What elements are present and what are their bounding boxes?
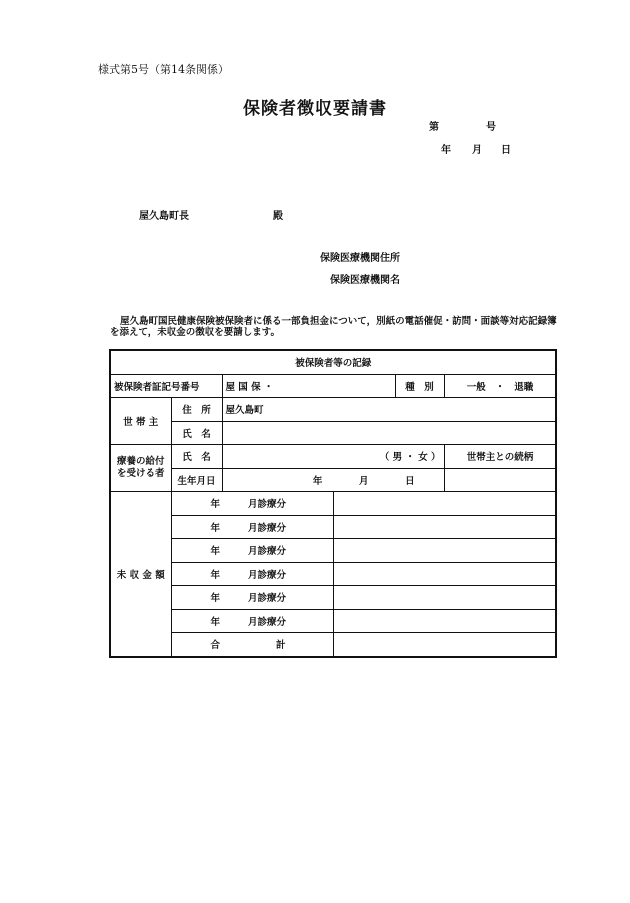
month-row: 年 月診療分 [171,586,333,610]
addressee-honorific: 殿 [273,211,283,222]
date-month: 月 [472,145,482,156]
type-label: 種 別 [395,374,444,398]
month-row: 年 月診療分 [171,609,333,633]
month-amount [333,586,556,610]
ref-dai: 第 [429,122,439,133]
addressee-name: 屋久島町長 [139,211,189,222]
month-amount [333,492,556,516]
month-row: 年 月診療分 [171,515,333,539]
sender-address-label: 保険医療機関住所 [320,253,400,264]
birth-year: 年 [312,475,323,487]
recipient-gender: （ 男 ・ 女 ） [222,445,444,469]
insured-record-table [109,349,557,658]
relation-label: 世帯主との続柄 [444,445,556,469]
ref-go: 号 [486,122,496,133]
month-row: 年 月診療分 [171,539,333,563]
householder-address-label: 住 所 [171,398,222,422]
date-year: 年 [441,145,451,156]
unpaid-amount-label: 未 収 金 額 [110,492,171,657]
month-row: 年 月診療分 [171,562,333,586]
month-amount [333,562,556,586]
date-day: 日 [501,145,511,156]
birth-date-label: 生年月日 [171,468,222,492]
month-row: 年 月診療分 [171,492,333,516]
householder-label: 世 帯 主 [110,398,171,445]
householder-name-label: 氏 名 [171,421,222,445]
total-amount [333,633,556,657]
birth-month: 月 [358,475,369,487]
table-header: 被保険者等の記録 [110,350,556,374]
recipient-name-label: 氏 名 [171,445,222,469]
sender-name-label: 保険医療機関名 [330,275,400,286]
birth-day: 日 [405,475,415,487]
cert-number-label: 被保険者証記号番号 [110,374,222,398]
householder-address-value: 屋久島町 [222,398,556,422]
recipient-label: 療養の給付を受ける者 [110,445,171,492]
relation-value [444,468,556,492]
birth-date-value [222,468,444,492]
month-amount [333,539,556,563]
document-title: 保険者徴収要請書 [243,99,387,119]
month-amount [333,515,556,539]
cert-number-value: 屋 国 保 ・ [222,374,395,398]
type-value: 一般 ・ 退職 [444,374,556,398]
form-number: 様式第5号（第14条関係） [98,63,229,76]
householder-name-value [222,421,556,445]
month-amount [333,609,556,633]
total-row-label: 合 計 [171,633,333,657]
request-body-text: 屋久島町国民健康保険被保険者に係る一部負担金について，別紙の電話催促・訪問・面談等対応記録簿を添えて，未収金の徴収を要請します。 [110,316,557,338]
